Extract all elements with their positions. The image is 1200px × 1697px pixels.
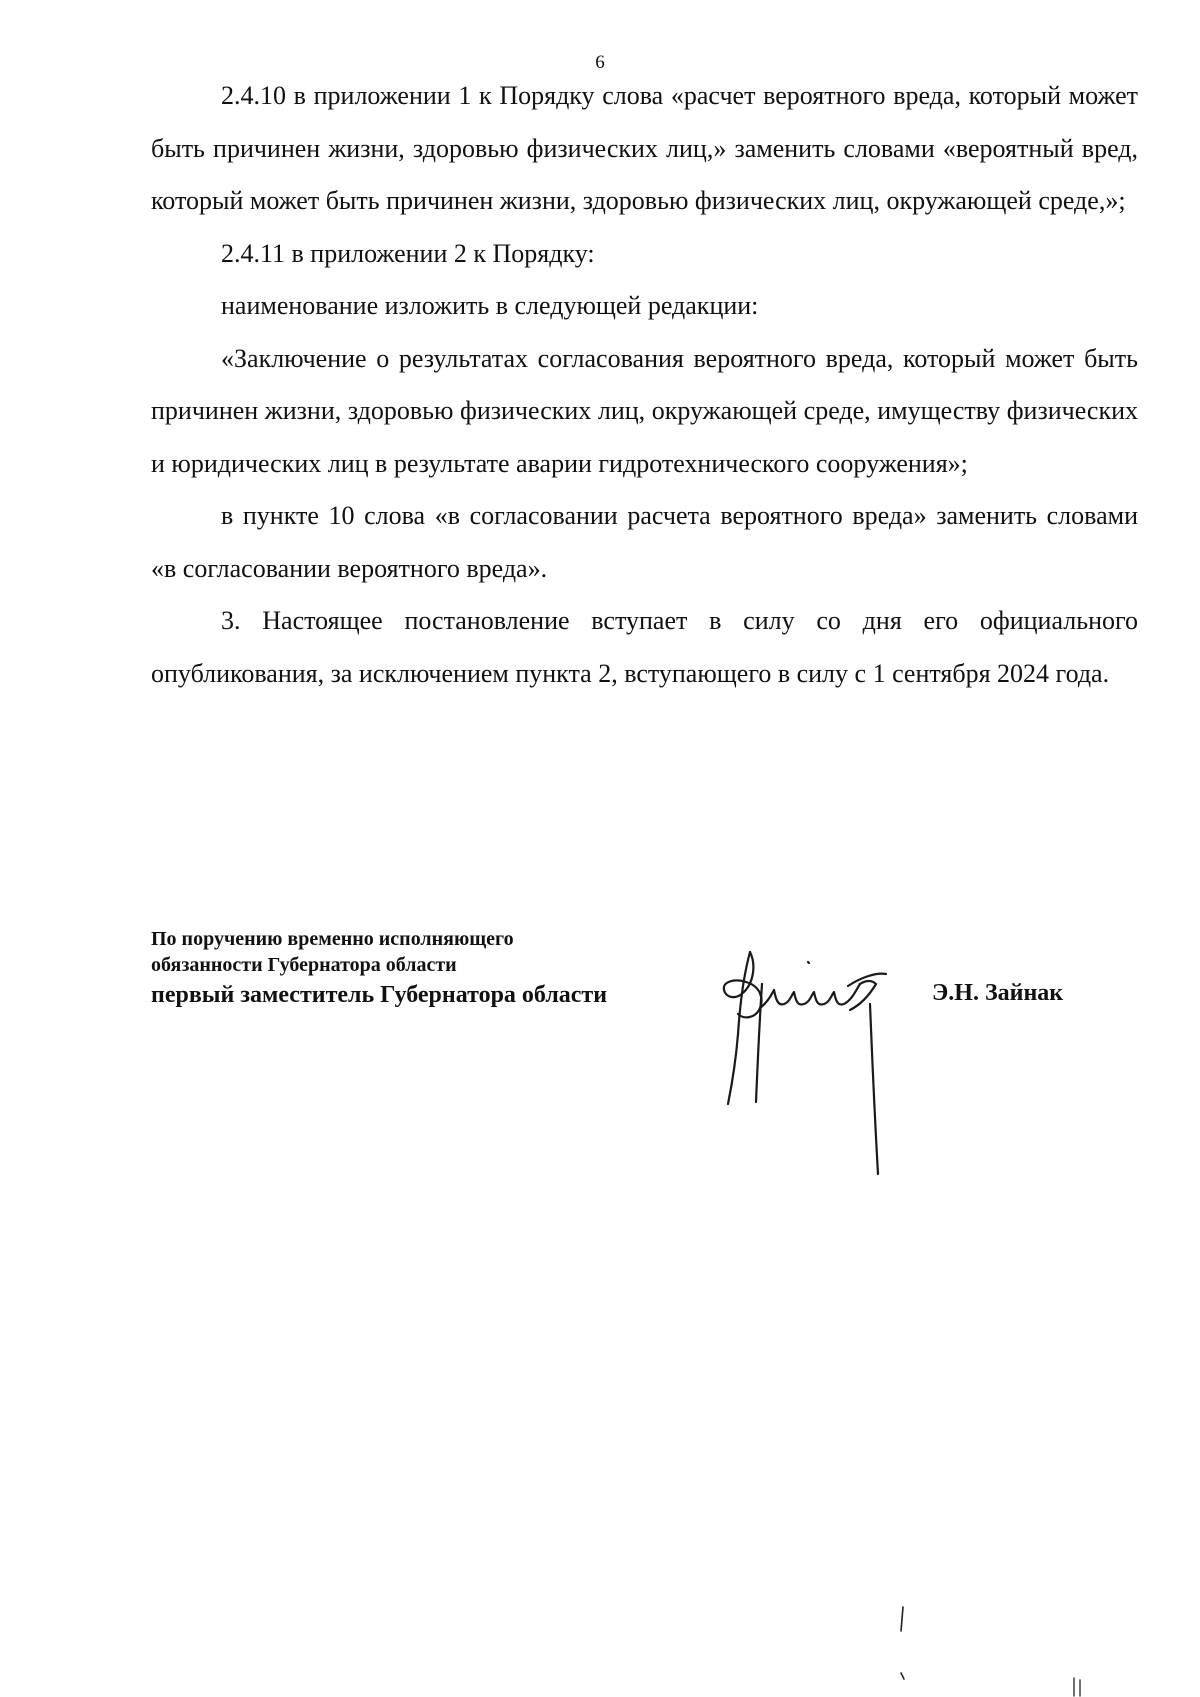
signature-block <box>151 926 607 1010</box>
signatory-name: Э.Н. Зайнак <box>932 980 1064 1006</box>
document-body <box>151 70 1138 700</box>
handwritten-signature <box>720 944 930 1204</box>
scan-artifact-mark <box>895 1605 935 1697</box>
signatory-position: первый заместитель Губернатора области <box>151 982 608 1008</box>
paragraph-2-4-10: 2.4.10 в приложении 1 к Порядку слова «расчет вероятного вреда, который может быть причинен жизни, здоровью физических лиц,» заменить словами «вероятный вред, который может быть причинен жизни, здоровью физических лиц, окружающей среде,»; <box>151 81 1138 215</box>
paragraph-name-change: наименование изложить в следующей редакции: <box>221 291 759 320</box>
paragraph-point-10: в пункте 10 слова «в согласовании расчета вероятного вреда» заменить словами «в согласовании вероятного вреда». <box>151 501 1138 583</box>
paragraph-new-title: «Заключение о результатах согласования вероятного вреда, который может быть причинен жизни, здоровью физических лиц, окружающей среде, имуществу физических и юридических лиц в результате аварии гидротехнического сооружения»; <box>151 343 1138 478</box>
paragraph-2-4-11: 2.4.11 в приложении 2 к Порядку: <box>221 238 595 268</box>
paragraph-effective-date: 3. Настоящее постановление вступает в силу со дня его официального опубликования, за исключением пункта 2, вступающего в силу с 1 сентября 2024 года. <box>151 606 1138 688</box>
signatory-authority-line-2: обязанности Губернатора области <box>151 954 457 976</box>
scan-artifact-edge-mark <box>1070 1668 1090 1697</box>
signatory-authority-line-1: По поручению временно исполняющего <box>151 928 514 950</box>
page-number: 6 <box>595 52 605 73</box>
